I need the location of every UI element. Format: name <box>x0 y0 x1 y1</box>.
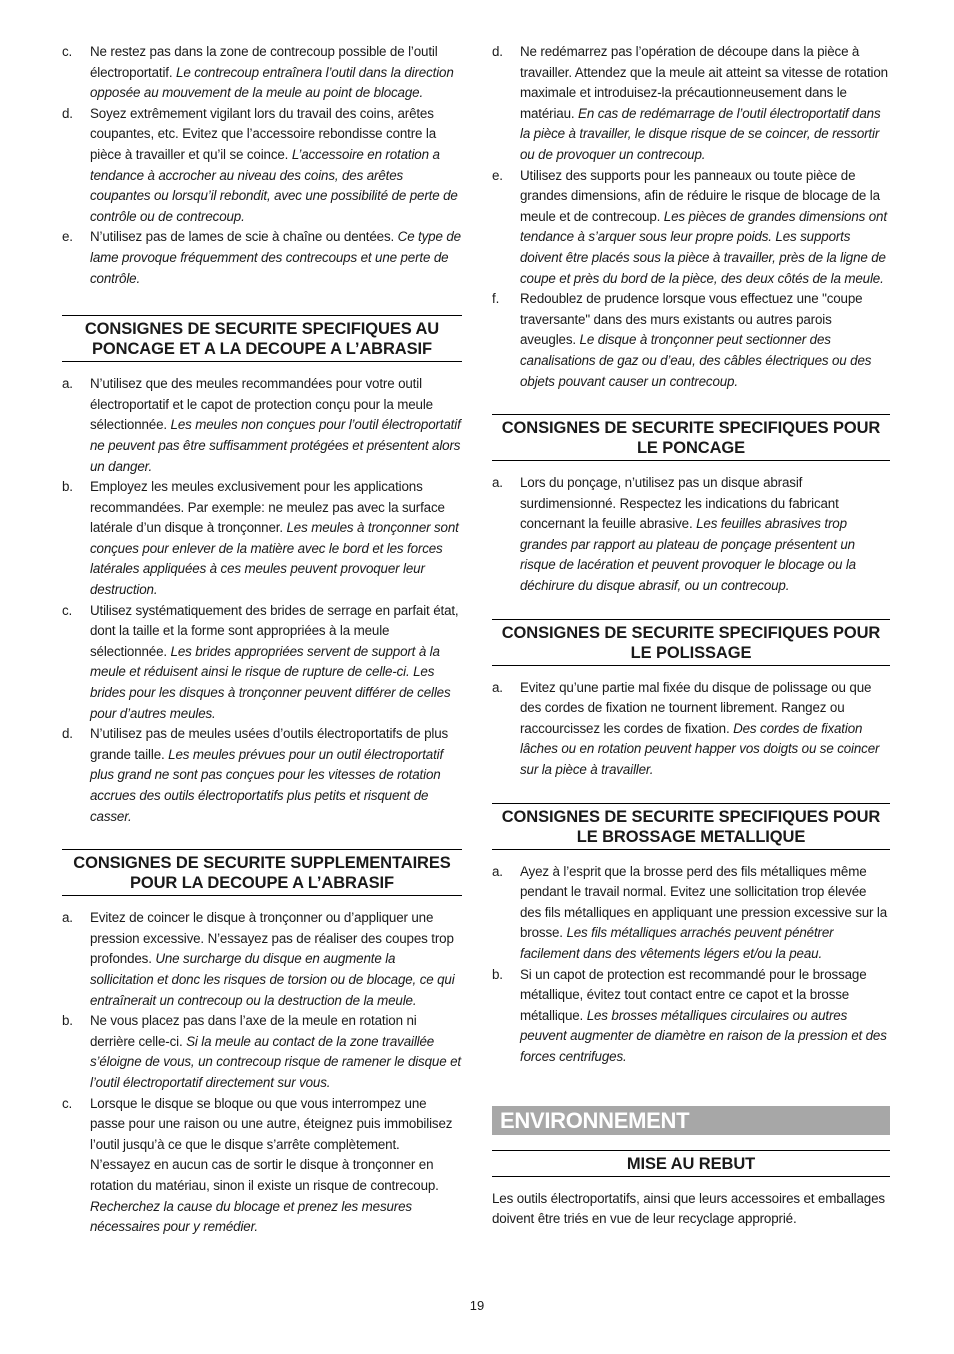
list-item: d. Ne redémarrez pas l’opération de découpe dans la pièce à travailler. Attendez que la meule ait atteint sa vitesse de rotation maximale et introduisez-la précautionneusement dans le matériau. En cas de redémarrage de l’outil électroportatif dans la pièce à travailler, le disque risque de se coincer, de ressortir ou de provoquer un contrecoup. <box>492 44 888 162</box>
list-item: d. N’utilisez pas de meules usées d’outils électroportatifs de plus grande taille. Les meules prévues pour un outil électroportatif plus grand ne sont pas conçues pour les vitesses de rotation accrues des outils électroportatifs plus petits et risquent de casser. <box>62 726 449 824</box>
polishing-list <box>492 678 890 781</box>
list-item: a. Lors du ponçage, n’utilisez pas un disque abrasif surdimensionné. Respectez les indications du fabricant concernant la feuille abrasive. Les feuilles abrasives trop grandes par rapport au plateau de ponçage présentent un risque de lacération et peuvent provoquer le blocage ou la déchirure du disque abrasif, ou un contrecoup. <box>492 475 856 594</box>
list-item: b. Si un capot de protection est recommandé pour le brossage métallique, évitez tout contact entre ce capot et la brosse métallique. Les brosses métalliques circulaires ou autres peuvent augmenter de diamètre en raison de la pression et des forces centrifuges. <box>492 966 887 1064</box>
list-item: c. Ne restez pas dans la zone de contrecoup possible de l’outil électroportatif. Le contrecoup entraînera l’outil dans la direction opposée au mouvement de la meule au point de blocage. <box>62 44 454 101</box>
cutoff-list-continued <box>492 42 890 392</box>
list-item: c. Lorsque le disque se bloque ou que vous interrompez une passe pour une raison ou une autre, éteignez puis immobilisez l’outil jusqu’à ce que le disque s’arrête complètement. N’essayez en aucun cas de sortir le disque à tronçonner en rotation du matériau, sinon il existe un risque de contrecoup. Recherchez la cause du blocage et prenez les mesures nécessaires pour y remédier. <box>62 1095 453 1235</box>
list-item: d. Soyez extrêmement vigilant lors du travail des coins, arêtes coupantes, etc. Evitez que l’accessoire rebondisse contre la pièce à travailler et qu’il se coince. L’accessoire en rotation a tendance à accrocher au niveau des coins, des arêtes coupantes ou lorsqu’il rebondit, avec une possibilité de perte de contrôle ou de contrecoup. <box>62 105 458 224</box>
list-item: b. Ne vous placez pas dans l’axe de la meule en rotation ni derrière celle-ci. Si la meule au contact de la zone travaillée s’éloigne de vous, un contrecoup risque de ramener le disque et l’outil électroportatif directement sur vous. <box>62 1013 461 1090</box>
section-heading-sanding: CONSIGNES DE SECURITE SPECIFIQUES POUR LE PONCAGE <box>492 414 890 461</box>
list-item: e. Utilisez des supports pour les panneaux ou toute pièce de grandes dimensions, afin de réduire le risque de blocage de la meule et de contrecoup. Les pièces de grandes dimensions ont tendance à s’arquer sous leur propre poids. Les supports doivent être placés sous la pièce à travailler, près de la ligne de coupe et près du bord de la pièce, des deux côtés de la meule. <box>492 167 887 286</box>
list-item: a. Evitez qu’une partie mal fixée du disque de polissage ou que des cordes de fixation ne tournent librement. Rangez ou raccourcissez les cordes de fixation. Des cordes de fixation lâches ou en rotation peuvent happer vos doigts ou se coincer sur la pièce à travailler. <box>492 679 880 778</box>
list-item: a. N’utilisez que des meules recommandées pour votre outil électroportatif et le capot de protection conçu pour la meule sélectionnée. Les meules non conçues pour l’outil électroportatif ne peuvent pas être suffisamment protégées et présentent alors un danger. <box>62 376 461 474</box>
list-item: a. Ayez à l’esprit que la brosse perd des fils métalliques même pendant le travail normal. Evitez une sollicitation trop élevée des fils métalliques en appliquant une pression excessive sur la brosse. Les fils métalliques arrachés peuvent pénétrer facilement dans des vêtements légers et/ou la peau. <box>492 863 888 961</box>
right-column <box>492 42 890 1230</box>
sanding-list <box>492 473 890 597</box>
list-item: c. Utilisez systématiquement des brides de serrage en parfait état, dont la taille et la forme sont appropriées à la meule sélectionnée. Les brides appropriées servent de support à la meule et réduisent ainsi le risque de rupture de celle-ci. Les brides pour les disques à tronçonner peuvent différer de celles pour d’autres meules. <box>62 602 459 721</box>
brushing-list <box>492 862 890 1068</box>
list-item: e. N’utilisez pas de lames de scie à chaîne ou dentées. Ce type de lame provoque fréquemment des contrecoups et une perte de contrôle. <box>62 229 461 286</box>
list-item: a. Evitez de coincer le disque à tronçonner ou d’appliquer une pression excessive. N’essayez pas de réaliser des coupes trop profondes. Une surcharge du disque en augmente la sollicitation et donc les risques de torsion ou de blocage, ce qui entraînerait un contrecoup ou la destruction de la meule. <box>62 910 455 1008</box>
environment-banner: ENVIRONNEMENT <box>492 1106 890 1135</box>
left-column <box>62 42 462 1238</box>
page-number: 19 <box>469 1298 485 1313</box>
section-heading-cutoff: CONSIGNES DE SECURITE SUPPLEMENTAIRES POUR LA DECOUPE A L’ABRASIF <box>62 849 462 896</box>
kickback-list <box>62 42 462 289</box>
disposal-text: Les outils électroportatifs, ainsi que leurs accessoires et emballages doivent être triés en vue de leur recyclage approprié. <box>492 1190 885 1227</box>
section-heading-grinding: CONSIGNES DE SECURITE SPECIFIQUES AU PONCAGE ET A LA DECOUPE A L’ABRASIF <box>62 315 462 362</box>
section-heading-brushing: CONSIGNES DE SECURITE SPECIFIQUES POUR LE BROSSAGE METALLIQUE <box>492 803 890 850</box>
cutoff-list <box>62 908 462 1238</box>
list-item: b. Employez les meules exclusivement pour les applications recommandées. Par exemple: ne meulez pas avec la surface latérale d’un disque à tronçonner. Les meules à tronçonner sont conçues pour enlever de la matière avec le bord et les forces latérales appliquées à ces meules peuvent provoquer leur destruction. <box>62 479 459 598</box>
list-item: f. Redoublez de prudence lorsque vous effectuez une "coupe traversante" dans des murs existants ou autres parois aveugles. Le disque à tronçonner peut sectionner des canalisations de gaz ou d’eau, des câbles électriques ou des objets pouvant causer un contrecoup. <box>492 291 872 389</box>
section-heading-polishing: CONSIGNES DE SECURITE SPECIFIQUES POUR LE POLISSAGE <box>492 619 890 666</box>
disposal-heading: MISE AU REBUT <box>492 1150 890 1177</box>
grinding-list <box>62 374 462 827</box>
